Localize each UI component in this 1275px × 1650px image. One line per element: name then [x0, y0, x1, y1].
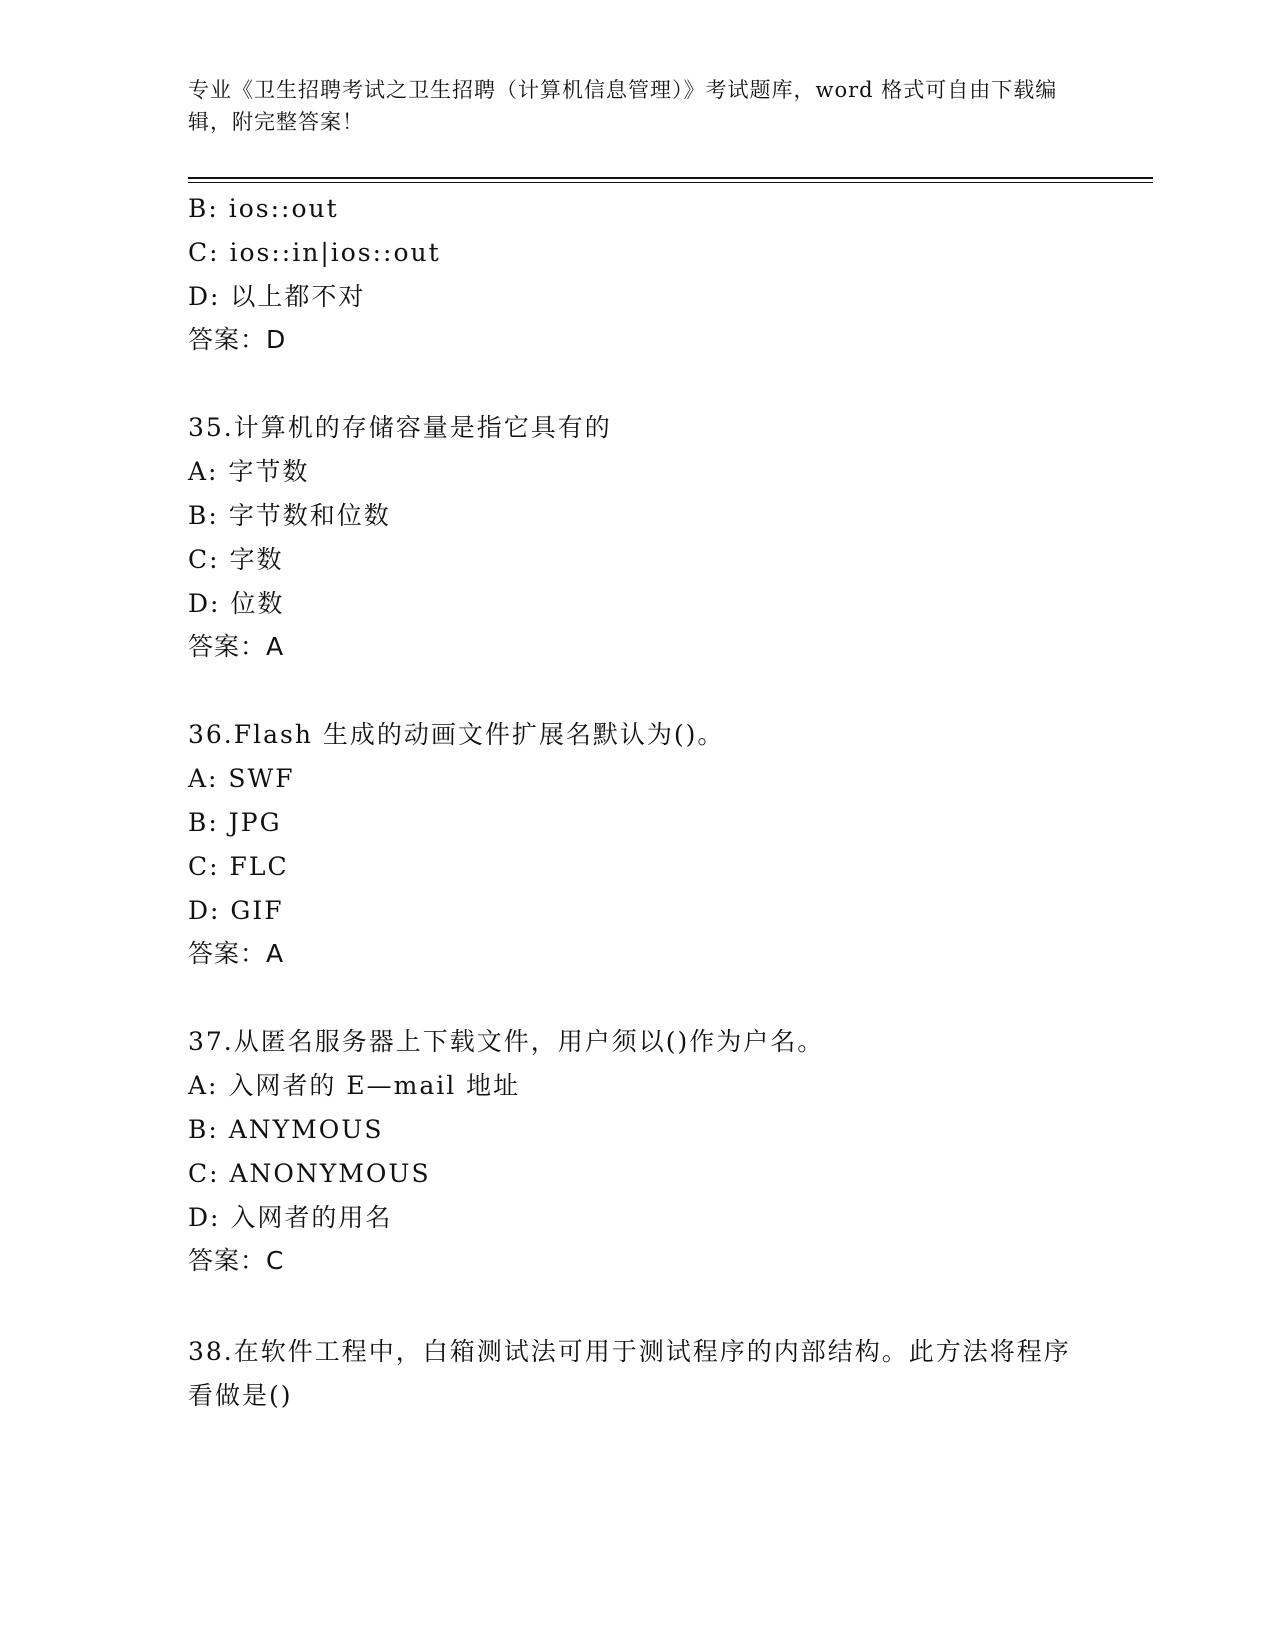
q35-option-c: C: 字数	[188, 545, 284, 574]
q37-option-a: A: 入网者的 E—mail 地址	[188, 1071, 521, 1100]
q37-answer: 答案：C	[188, 1246, 285, 1275]
q36-answer: 答案：A	[188, 939, 285, 968]
document-header: 专业《卫生招聘考试之卫生招聘（计算机信息管理）》考试题库，word 格式可自由下载编辑，附完整答案！	[188, 78, 1058, 134]
q36-stem: 36.Flash 生成的动画文件扩展名默认为()。	[188, 720, 725, 749]
q37-option-b: B: ANYMOUS	[188, 1115, 384, 1144]
q34-option-b: B: ios::out	[188, 194, 339, 223]
q36-option-a: A: SWF	[188, 764, 295, 793]
q34-answer: 答案：D	[188, 325, 287, 354]
q37-stem: 37.从匿名服务器上下载文件，用户须以()作为户名。	[188, 1027, 825, 1056]
q35-option-d: D: 位数	[188, 589, 285, 618]
q37-option-d: D: 入网者的用名	[188, 1203, 393, 1232]
q36-option-d: D: GIF	[188, 896, 284, 925]
q35-answer: 答案：A	[188, 632, 285, 661]
header-divider-thick	[188, 177, 1153, 179]
q35-option-a: A: 字节数	[188, 457, 310, 486]
q36-option-c: C: FLC	[188, 852, 289, 881]
q34-option-c: C: ios::in|ios::out	[188, 238, 441, 267]
q34-option-d: D: 以上都不对	[188, 282, 366, 311]
header-divider-thin	[188, 182, 1153, 183]
q35-option-b: B: 字节数和位数	[188, 501, 391, 530]
q35-stem: 35.计算机的存储容量是指它具有的	[188, 413, 612, 442]
q38-stem: 38.在软件工程中，白箱测试法可用于测试程序的内部结构。此方法将程序看做是()	[188, 1337, 1071, 1410]
q36-option-b: B: JPG	[188, 808, 282, 837]
q37-option-c: C: ANONYMOUS	[188, 1159, 431, 1188]
